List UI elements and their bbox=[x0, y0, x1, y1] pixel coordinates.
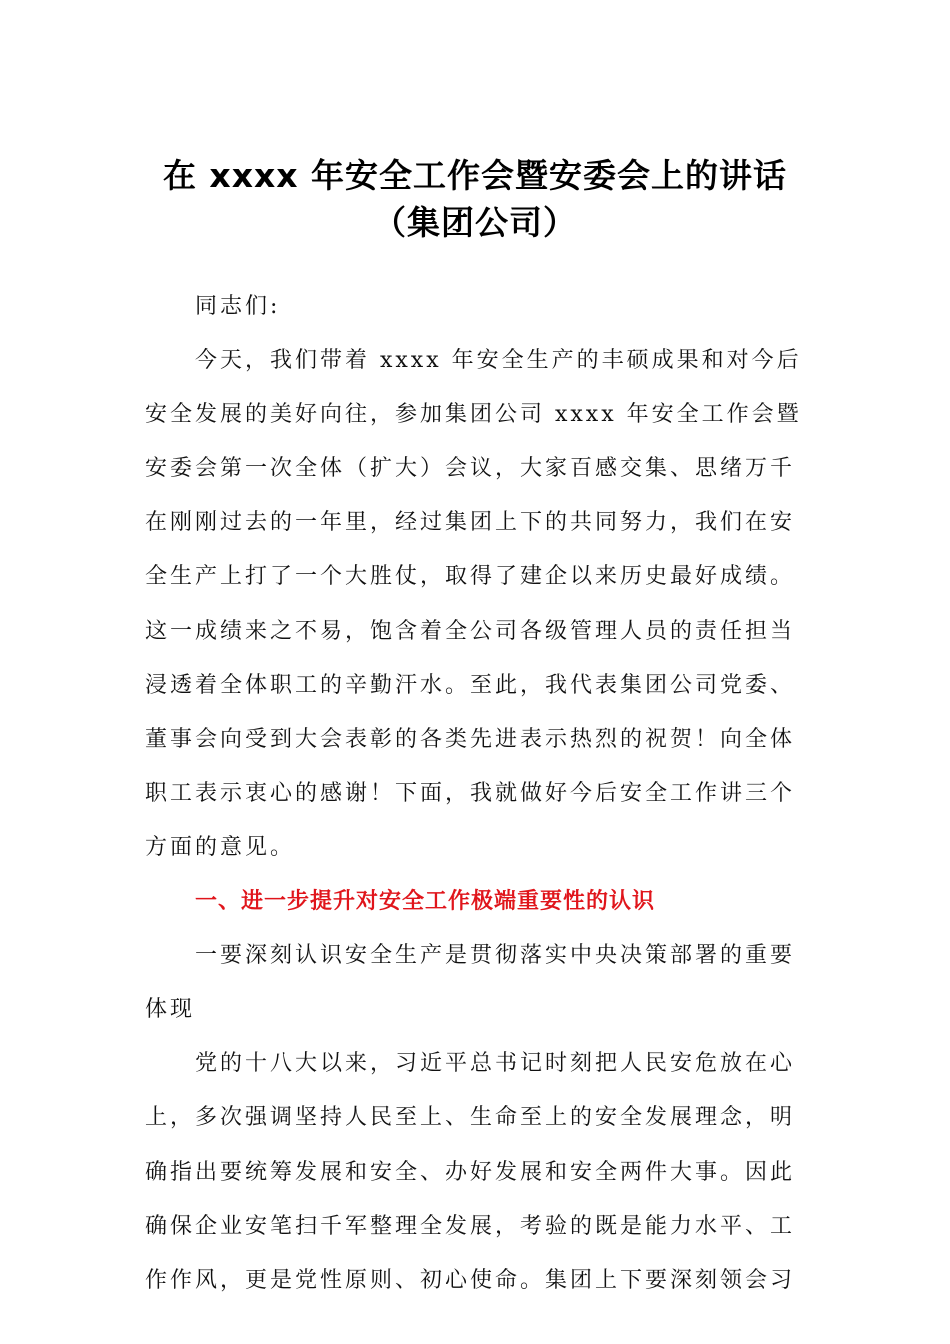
subheading-line: 一要深刻认识安全生产是贯彻落实中央决策部署的重要 bbox=[195, 943, 796, 969]
paragraph-line: 职工表示衷心的感谢！下面，我就做好今后安全工作讲三个 bbox=[145, 780, 796, 806]
paragraph-line: 上，多次强调坚持人民至上、生命至上的安全发展理念，明 bbox=[145, 1105, 796, 1131]
paragraph-line: 这一成绩来之不易，饱含着全公司各级管理人员的责任担当 bbox=[145, 618, 796, 644]
paragraph-line: 安委会第一次全体（扩大）会议，大家百感交集、思绪万千 bbox=[145, 456, 796, 482]
paragraph-line: 确保企业安笔扫千军整理全发展，考验的既是能力水平、工 bbox=[145, 1213, 796, 1239]
paragraph-line: 全生产上打了一个大胜仗，取得了建企以来历史最好成绩。 bbox=[145, 564, 796, 590]
paragraph-line: 今天，我们带着 xxxx 年安全生产的丰硕成果和对今后 bbox=[195, 348, 802, 374]
paragraph-line: 作作风，更是党性原则、初心使命。集团上下要深刻领会习 bbox=[145, 1267, 796, 1293]
paragraph-line: 确指出要统筹发展和安全、办好发展和安全两件大事。因此 bbox=[145, 1159, 796, 1185]
document-body bbox=[145, 280, 813, 1308]
subheading-line: 体现 bbox=[145, 997, 196, 1023]
section-heading: 一、进一步提升对安全工作极端重要性的认识 bbox=[195, 889, 656, 915]
paragraph-line: 董事会向受到大会表彰的各类先进表示热烈的祝贺！向全体 bbox=[145, 726, 796, 752]
paragraph-line: 浸透着全体职工的辛勤汗水。至此，我代表集团公司党委、 bbox=[145, 672, 796, 698]
document-title-line1: 在 xxxx 年安全工作会暨安委会上的讲话 bbox=[162, 156, 788, 195]
paragraph-line: 党的十八大以来，习近平总书记时刻把人民安危放在心 bbox=[195, 1051, 796, 1077]
salutation: 同志们: bbox=[195, 294, 281, 319]
paragraph-line: 在刚刚过去的一年里，经过集团上下的共同努力，我们在安 bbox=[145, 510, 796, 536]
paragraph-line: 安全发展的美好向往，参加集团公司 xxxx 年安全工作会暨 bbox=[145, 402, 802, 428]
paragraph-line: 方面的意见。 bbox=[145, 834, 296, 860]
document-title-line2: （集团公司） bbox=[373, 203, 577, 242]
